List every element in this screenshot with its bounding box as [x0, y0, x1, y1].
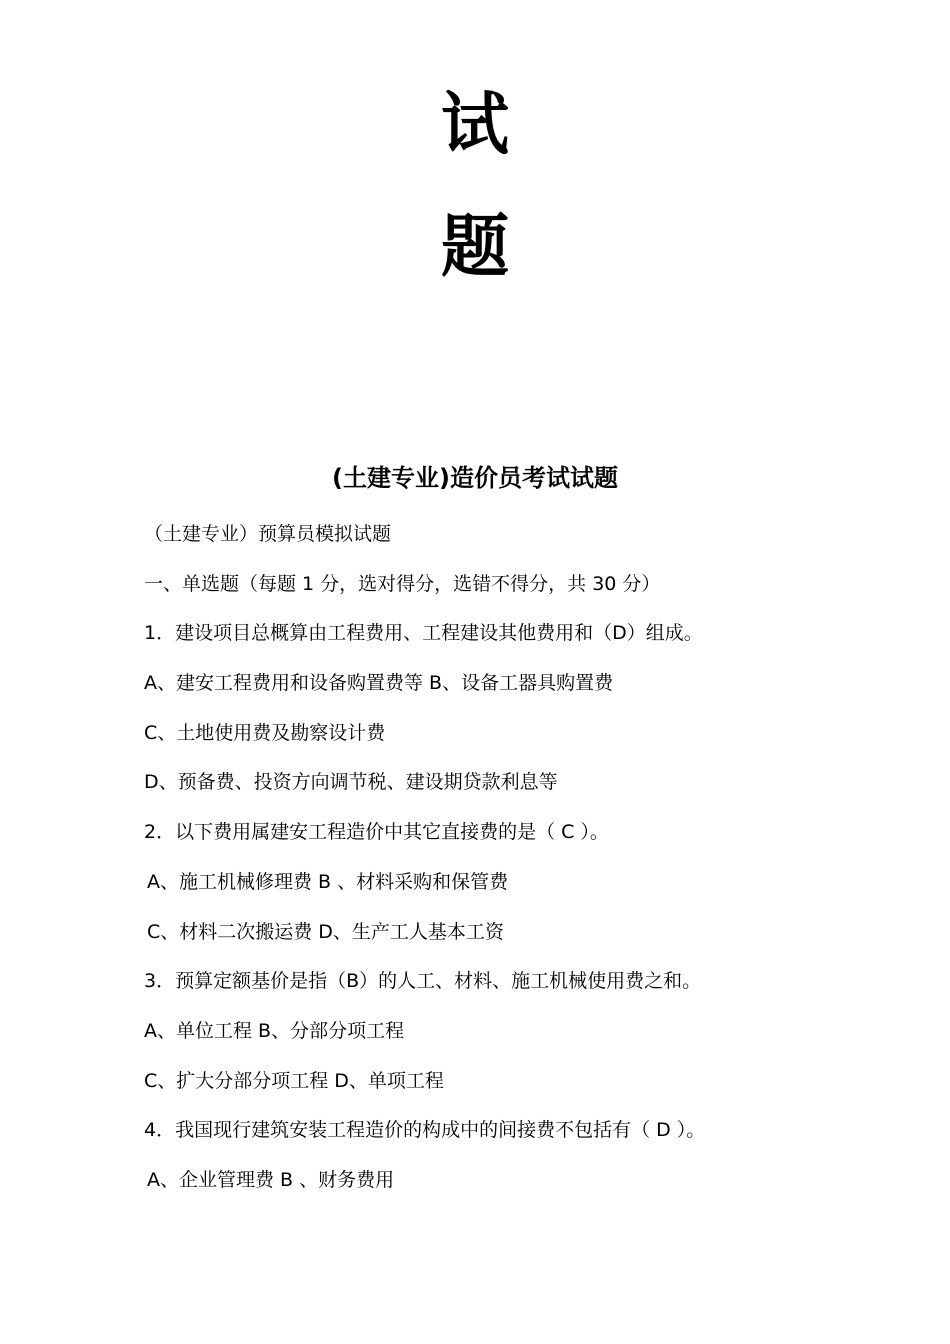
- question-3-options-ab: A、单位工程 B、分部分项工程: [144, 1019, 405, 1042]
- question-2-options-cd: C、材料二次搬运费 D、生产工人基本工资: [147, 920, 504, 943]
- cover-title-char-2: 题: [440, 208, 509, 287]
- question-1-option-c: C、土地使用费及勘察设计费: [144, 721, 386, 744]
- document-title: (土建专业)造价员考试试题: [332, 464, 618, 492]
- question-2: 2．以下费用属建安工程造价中其它直接费的是（ C ）。: [144, 821, 609, 844]
- question-3-options-cd: C、扩大分部分项工程 D、单项工程: [144, 1069, 444, 1092]
- question-1-options-ab: A、建安工程费用和设备购置费等 B、设备工器具购置费: [144, 672, 614, 695]
- subtitle-line: （土建专业）预算员模拟试题: [144, 523, 392, 545]
- cover-title-char-1: 试: [440, 86, 509, 165]
- question-2-options-ab: A、施工机械修理费 B 、材料采购和保管费: [147, 870, 509, 893]
- question-list: [144, 516, 924, 1212]
- question-3: 3．预算定额基价是指（B）的人工、材料、施工机械使用费之和。: [144, 970, 702, 993]
- question-1-option-d: D、预备费、投资方向调节税、建设期贷款利息等: [144, 771, 558, 794]
- section-heading: 一、单选题（每题 1 分，选对得分，选错不得分，共 30 分）: [144, 572, 661, 595]
- question-4-options-ab: A、企业管理费 B 、财务费用: [147, 1168, 395, 1191]
- question-4: 4．我国现行建筑安装工程造价的构成中的间接费不包括有（ D ）。: [144, 1119, 706, 1142]
- question-1: 1．建设项目总概算由工程费用、工程建设其他费用和（D）组成。: [144, 622, 703, 645]
